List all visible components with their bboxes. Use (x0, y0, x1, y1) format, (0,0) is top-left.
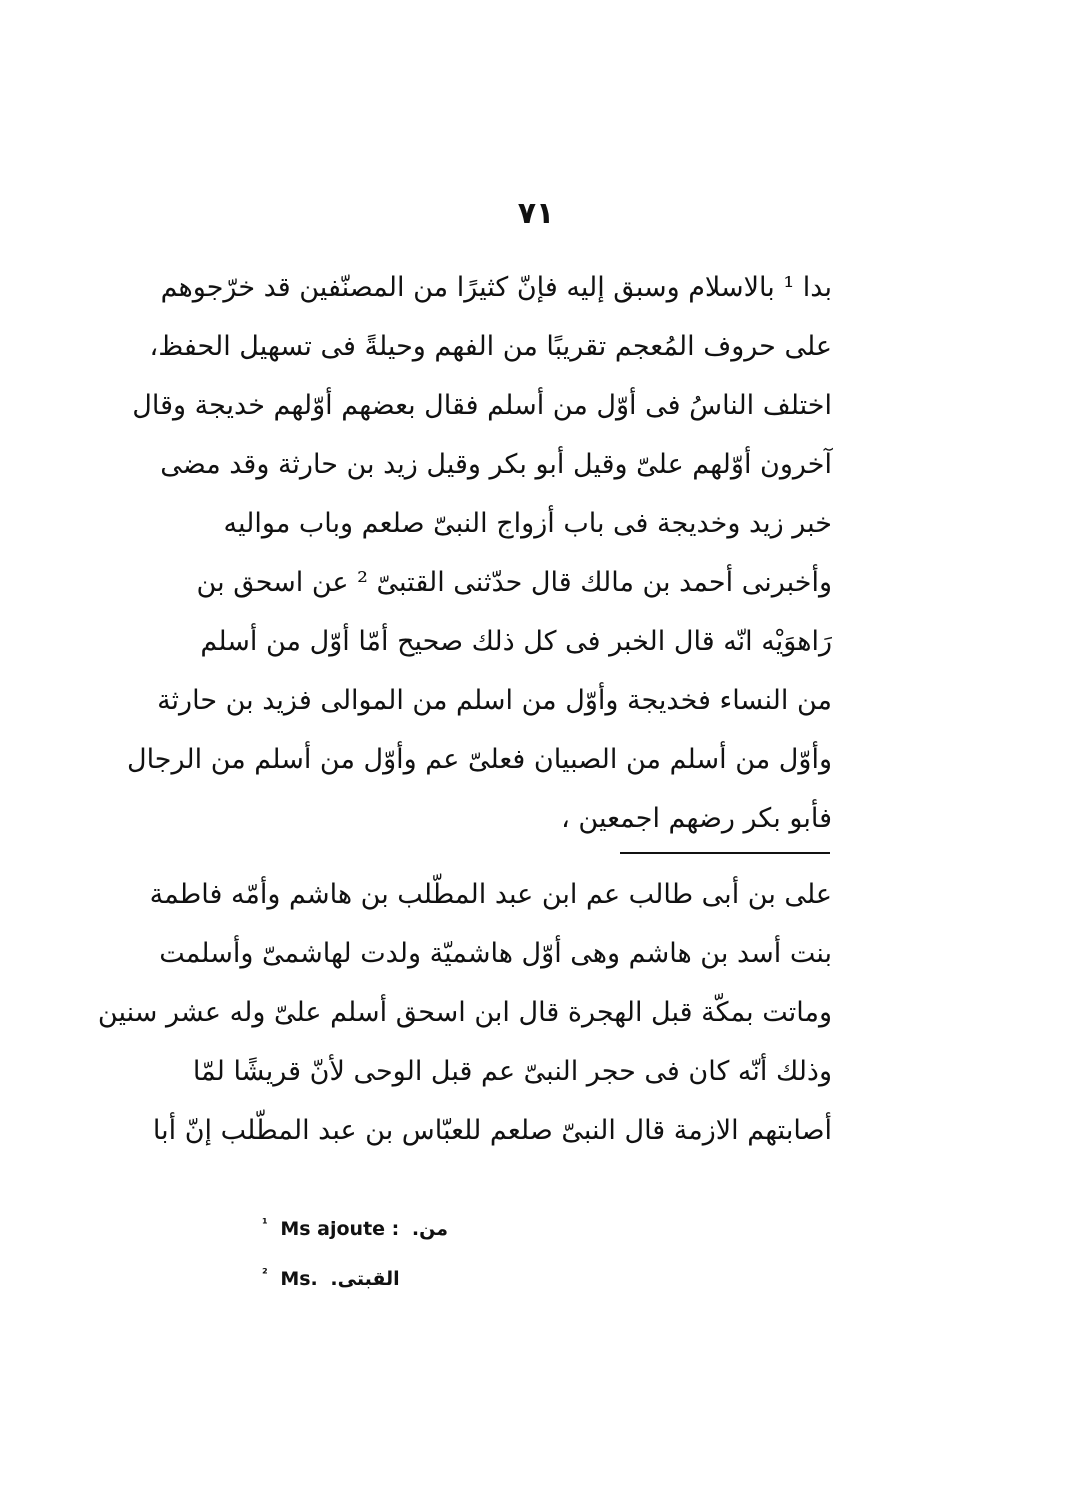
footnote-arabic: القبتى. (330, 1268, 400, 1291)
text-line: من النساء فخديجة وأوّل من اسلم من الموالى فزيد بن حارثة (157, 685, 832, 716)
text-line: رَاهوَيْه انّه قال الخبر فى كل ذلك صحيح أمّا أوّل من أسلم (200, 626, 832, 657)
section-divider (620, 852, 830, 854)
footnote (262, 1200, 562, 1250)
main-text-block-1 (126, 258, 832, 848)
text-line: خبر زيد وخديجة فى باب أزواج النبىّ صلعم وباب مواليه (223, 508, 832, 539)
text-line: آخرون أوّلهم علىّ وقيل أبو بكر وقيل زيد بن حارثة وقد مضى (160, 449, 832, 480)
main-text-block-2 (97, 865, 832, 1160)
text-line: وأوّل من أسلم من الصبيان فعلىّ عم وأوّل من أسلم من الرجال (126, 744, 832, 775)
text-line: وذلك أنّه كان فى حجر النبىّ عم قبل الوحى لأنّ قريشًا لمّا (192, 1056, 832, 1087)
text-line: بدا ¹ بالاسلام وسبق إليه فإنّ كثيرًا من المصنّفين قد خرّجوهم (160, 272, 832, 303)
text-line: فأبو بكر رضهم اجمعين ، (561, 803, 832, 834)
text-line: أصابتهم الازمة قال النبىّ صلعم للعبّاس بن عبد المطّلب إنّ أبا (152, 1115, 832, 1146)
footnotes (262, 1200, 562, 1300)
page-number: ٧١ (517, 196, 555, 231)
footnote-mark: ² (262, 1267, 268, 1282)
footnote-label: Ms ajoute : (280, 1218, 400, 1241)
text-line: على حروف المُعجم تقريبًا من الفهم وحيلةً فى تسهيل الحفظ، (149, 331, 832, 362)
text-line: وأخبرنى أحمد بن مالك قال حدّثنى القتبىّ ² عن اسحق بن (196, 567, 832, 598)
footnote (262, 1250, 562, 1300)
footnote-label: Ms. (280, 1268, 318, 1291)
text-line: على بن أبى طالب عم ابن عبد المطّلب بن هاشم وأمّه فاطمة (149, 879, 832, 910)
footnote-mark: ¹ (262, 1217, 268, 1232)
footnote-arabic: من. (411, 1218, 448, 1241)
text-line: بنت أسد بن هاشم وهى أوّل هاشميّة ولدت لهاشمىّ وأسلمت (159, 938, 832, 969)
text-line: وماتت بمكّة قبل الهجرة قال ابن اسحق أسلم علىّ وله عشر سنين (97, 997, 832, 1028)
text-line: اختلف الناسُ فى أوّل من أسلم فقال بعضهم أوّلهم خديجة وقال (132, 390, 832, 421)
